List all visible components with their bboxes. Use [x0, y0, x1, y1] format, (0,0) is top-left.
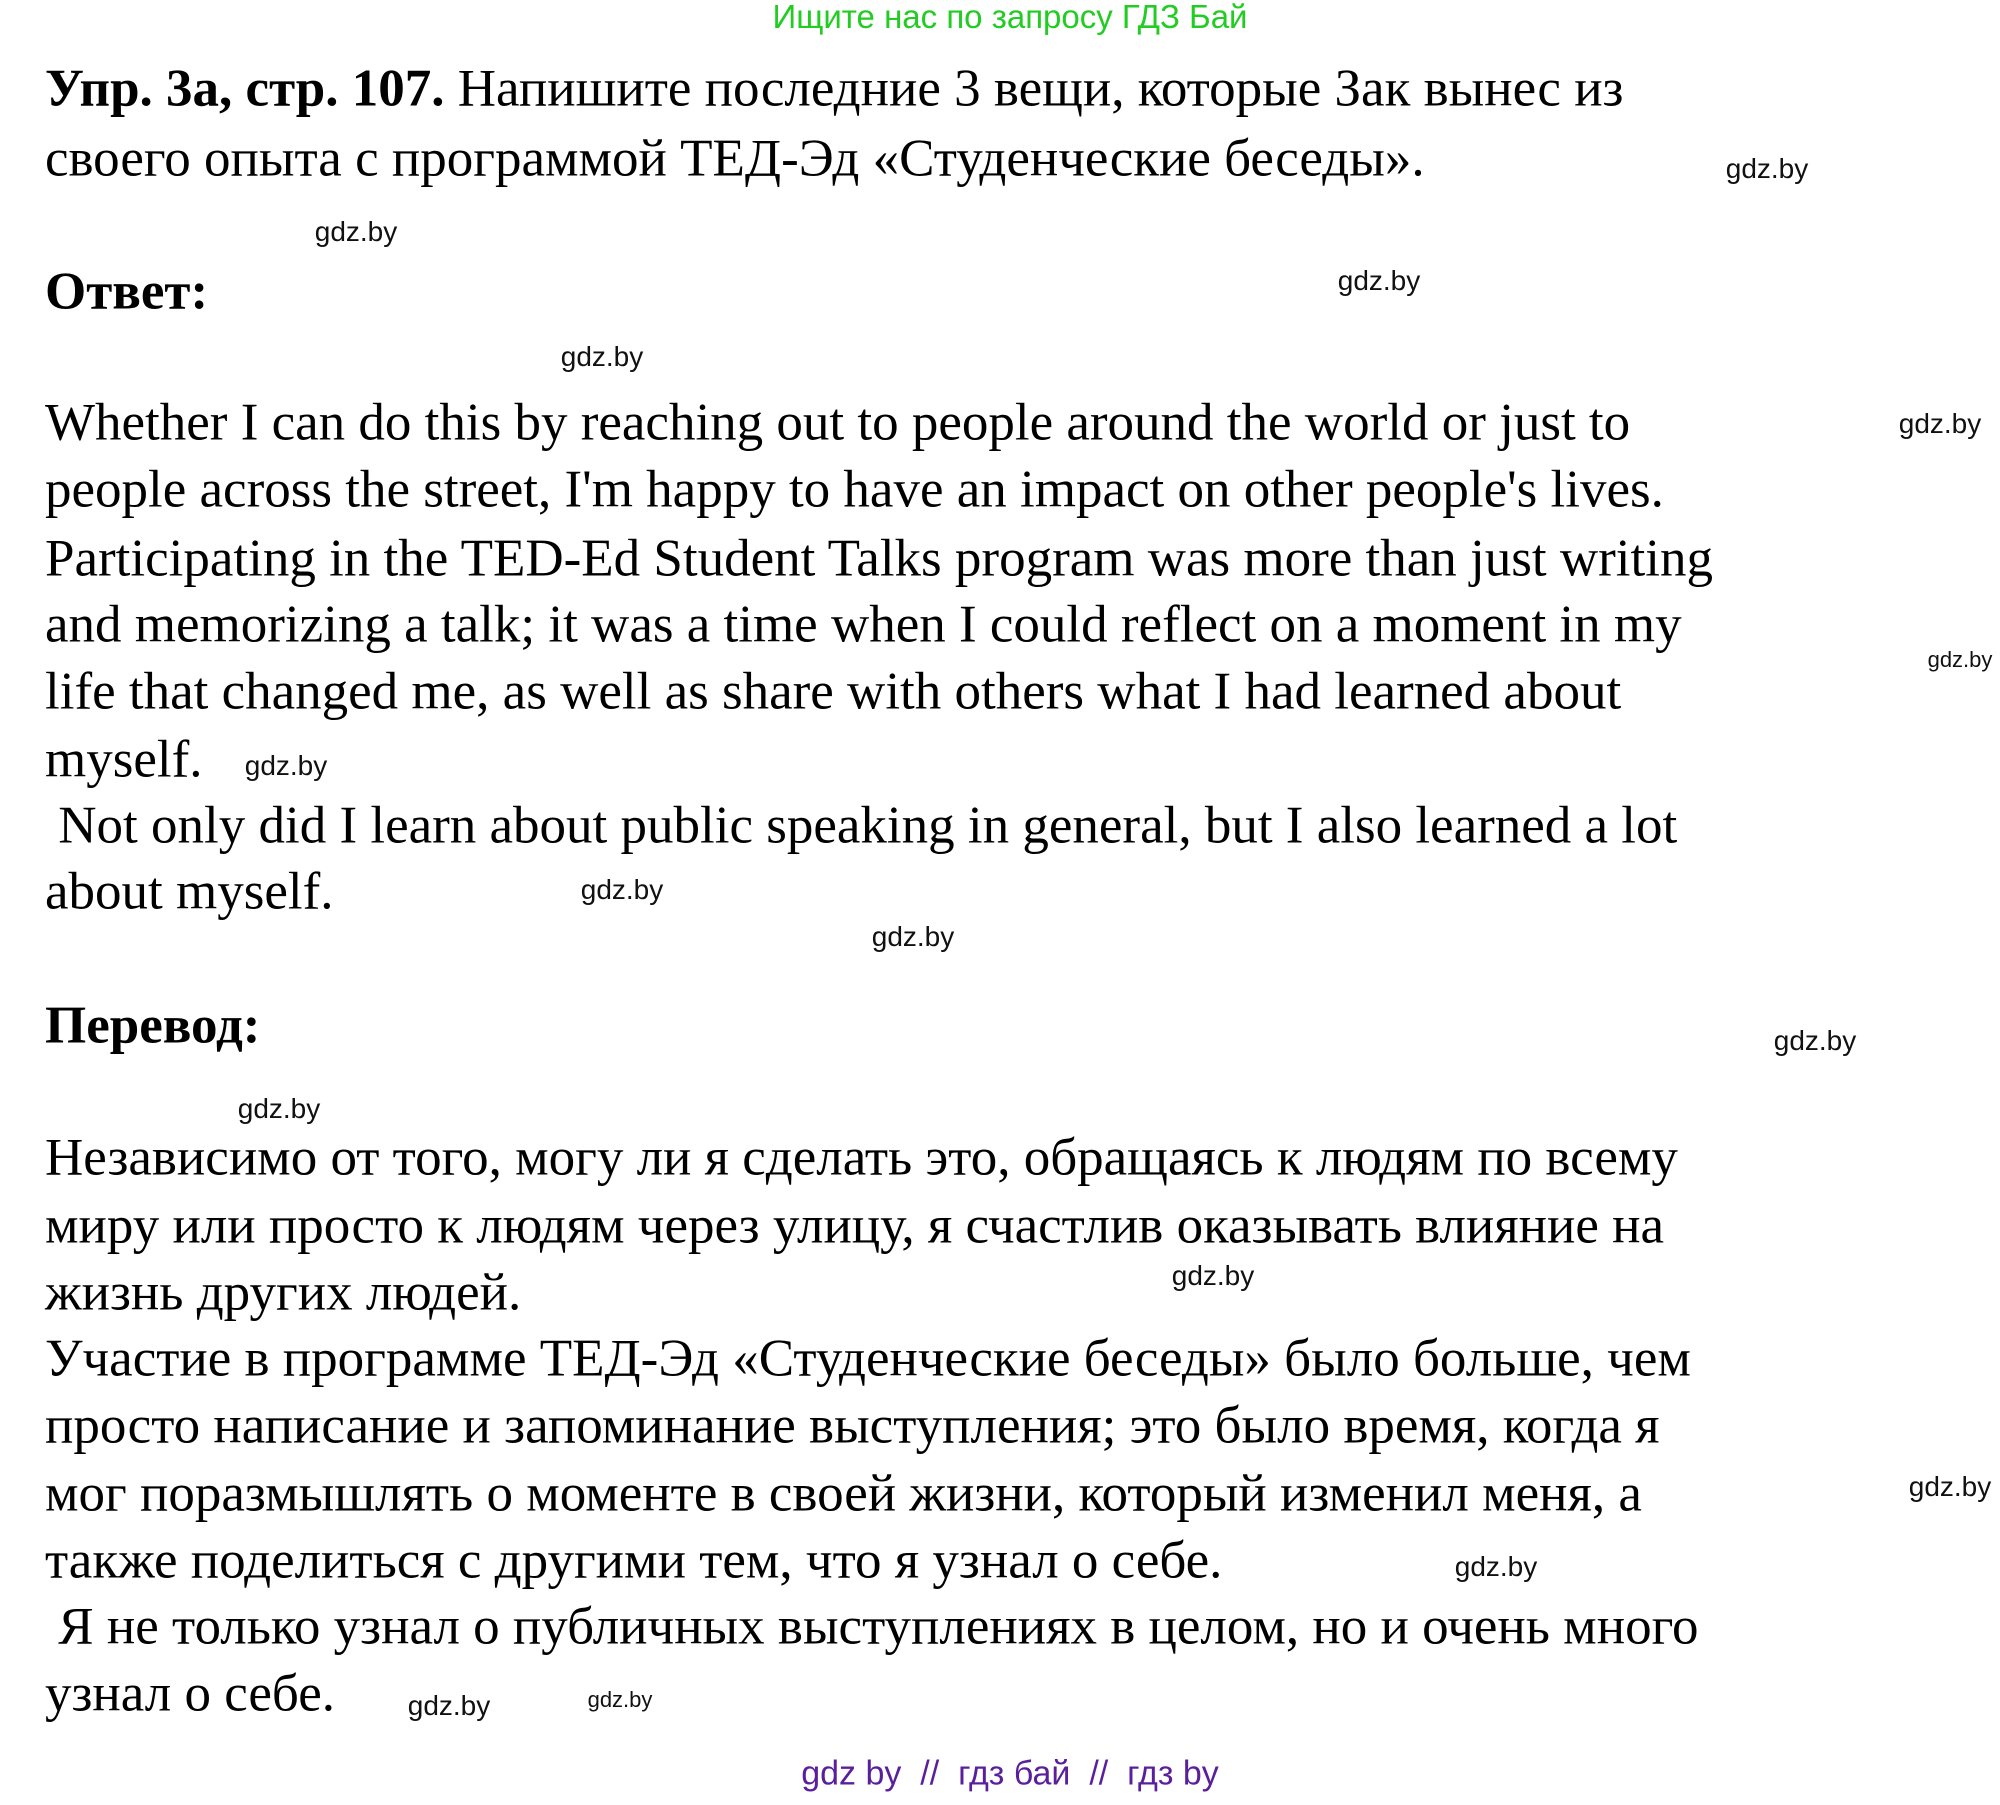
translation-line: миру или просто к людям через улицу, я счастлив оказывать влияние на: [45, 1196, 1665, 1255]
watermark: gdz.by: [560, 341, 644, 372]
translation-line: Участие в программе ТЕД-Эд «Студенческие беседы» было больше, чем: [45, 1329, 1691, 1388]
translation-line: также поделиться с другими тем, что я узнал о себе.: [45, 1531, 1223, 1590]
translation-line: Независимо от того, могу ли я сделать это, обращаясь к людям по всему: [45, 1128, 1678, 1187]
watermark: gdz.by: [1454, 1551, 1538, 1582]
answer-line: people across the street, I'm happy to have an impact on other people's lives.: [45, 460, 1664, 519]
watermark: gdz.by: [1908, 1471, 1992, 1502]
task-line-2: своего опыта с программой ТЕД-Эд «Студенческие беседы».: [45, 129, 1425, 188]
watermark: gdz.by: [1773, 1025, 1857, 1056]
task-line-1: [45, 59, 1624, 118]
answer-line: Not only did I learn about public speaking in general, but I also learned a lot: [45, 796, 1678, 855]
watermark: gdz.by: [580, 874, 664, 905]
translation-line: жизнь других людей.: [45, 1263, 522, 1322]
answer-line: life that changed me, as well as share with others what I had learned about: [45, 662, 1622, 721]
watermark: gdz.by: [1927, 647, 1993, 672]
translation-heading: Перевод:: [45, 996, 261, 1055]
answer-line: Whether I can do this by reaching out to people around the world or just to: [45, 393, 1631, 452]
watermark: gdz.by: [871, 921, 955, 952]
watermark: gdz.by: [1171, 1260, 1255, 1291]
watermark: gdz.by: [407, 1690, 491, 1721]
watermark: gdz.by: [1725, 153, 1809, 184]
watermark: gdz.by: [1337, 265, 1421, 296]
footer-links: gdz by // гдз бай // гдз by: [801, 1754, 1219, 1793]
translation-line: просто написание и запоминание выступления; это было время, когда я: [45, 1396, 1660, 1455]
watermark: gdz.by: [1898, 408, 1982, 439]
translation-line: мог поразмышлять о моменте в своей жизни, который изменил меня, а: [45, 1464, 1642, 1523]
answer-line: and memorizing a talk; it was a time when I could reflect on a moment in my: [45, 595, 1682, 654]
watermark: gdz.by: [244, 750, 328, 781]
answer-line: about myself.: [45, 862, 334, 921]
translation-line: Я не только узнал о публичных выступлениях в целом, но и очень много: [45, 1597, 1699, 1656]
answer-heading: Ответ:: [45, 262, 209, 321]
translation-line: узнал о себе.: [45, 1664, 335, 1723]
answer-line: Participating in the TED-Ed Student Talks program was more than just writing: [45, 529, 1713, 588]
task-label: Упр. 3а, стр. 107.: [45, 59, 445, 118]
answer-line: myself.: [45, 730, 203, 789]
watermark: gdz.by: [587, 1687, 653, 1712]
search-hint-banner: Ищите нас по запросу ГДЗ Бай: [772, 0, 1248, 35]
task-text-1: Напишите последние 3 вещи, которые Зак вынес из: [444, 59, 1624, 118]
watermark: gdz.by: [314, 216, 398, 247]
watermark: gdz.by: [237, 1093, 321, 1124]
